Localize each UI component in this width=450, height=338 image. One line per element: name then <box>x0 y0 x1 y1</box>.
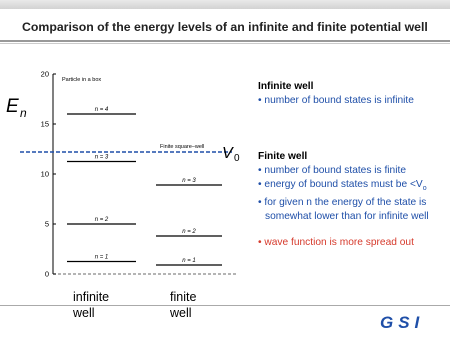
infinite-well-bullet: • number of bound states is infinite <box>258 95 414 106</box>
finite-well-bullet-4: • wave function is more spread out <box>258 237 414 249</box>
footer-divider <box>0 305 450 306</box>
infinite-level-label: n = 1 <box>94 254 109 261</box>
finite-well-bullet-3: • for given n the energy of the state is <box>258 197 427 209</box>
infinite-well-label-line2: well <box>73 306 95 320</box>
infinite-well-panel <box>258 80 448 108</box>
finite-well-label-line2: well <box>170 306 192 320</box>
finite-well-levels <box>156 178 222 265</box>
y-axis-ticks <box>41 70 56 279</box>
finite-well-panel <box>258 150 450 250</box>
y-tick-label: 10 <box>40 169 49 179</box>
finite-well-bullet-1: • number of bound states is finite <box>258 165 406 176</box>
y-tick-label: 0 <box>44 269 49 279</box>
finite-well-bullet-2-text: energy of bound states must be <V <box>264 179 423 190</box>
infinite-well-heading: Infinite well <box>258 81 314 92</box>
y-tick-label: 20 <box>40 69 49 79</box>
finite-well-heading: Finite well <box>258 151 308 162</box>
finite-level-label: n = 2 <box>182 229 196 235</box>
slide-title: Comparison of the energy levels of an infinite and finite potential well <box>22 20 428 34</box>
potential-label-subscript: 0 <box>234 153 240 164</box>
gsi-logo <box>378 311 444 331</box>
svg-text:GSI: GSI <box>380 313 425 331</box>
finite-well-label-line1: finite <box>170 290 197 304</box>
finite-well-bullet-3-text: for given n the energy of the state is <box>264 197 427 209</box>
inset-title: Particle in a box <box>62 77 102 83</box>
finite-well-bullet-2: • energy of bound states must be $<V_o$ <box>258 179 427 193</box>
infinite-level-label: n = 2 <box>94 217 109 223</box>
finite-well-bullet-2-subscript: o <box>422 185 427 193</box>
finite-well-bullet-4-text: wave function is more spread out <box>264 237 414 249</box>
y-tick-label: 5 <box>44 219 49 229</box>
finite-level-label: n = 3 <box>182 178 196 184</box>
finite-well-bullet-1-text: number of bound states is finite <box>264 165 406 176</box>
y-axis-label: E <box>6 96 19 117</box>
potential-label: V <box>222 145 233 162</box>
infinite-well-levels <box>67 107 136 262</box>
infinite-level-label: n = 3 <box>94 154 109 161</box>
finite-well-bullet-3-continued: somewhat lower than for infinite well <box>265 211 429 223</box>
finite-level-label: n = 1 <box>182 258 196 264</box>
y-axis-label-subscript: n <box>20 106 27 120</box>
infinite-level-label: n = 4 <box>94 107 109 113</box>
infinite-well-bullet-text: number of bound states is infinite <box>264 95 414 106</box>
finite-well-caption: Finite square–well <box>160 144 205 150</box>
infinite-well-label-line1: infinite <box>73 290 110 304</box>
y-tick-label: 15 <box>40 119 49 129</box>
